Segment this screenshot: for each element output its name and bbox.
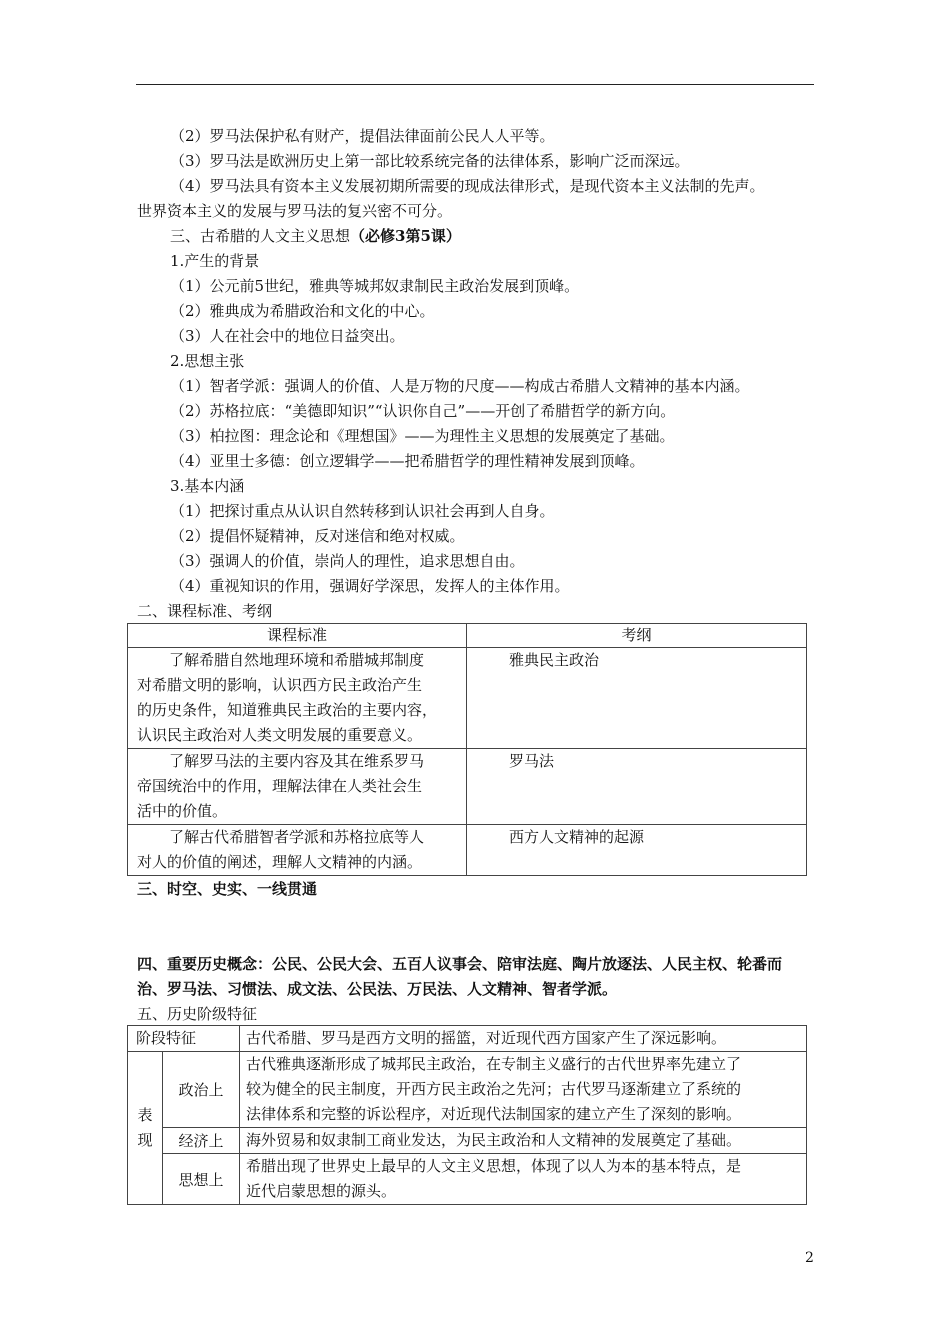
- standard-cell: [128, 825, 467, 876]
- standard-line: 认识民主政治对人类文明发展的重要意义。: [137, 726, 423, 744]
- standard-line: 帝国统治中的作用，理解法律在人类社会生: [137, 777, 423, 795]
- standard-line: 了解罗马法的主要内容及其在维系罗马: [169, 752, 425, 770]
- table-row: [128, 648, 807, 749]
- ideas-item: （1）智者学派：强调人的价值、人是万物的尺度——构成古希腊人文精神的基本内涵。: [170, 377, 750, 395]
- expression-label-char: 现: [137, 1131, 153, 1149]
- humanism-heading-ref: （必修3第5课）: [350, 227, 461, 245]
- content-item: （3）强调人的价值，崇尚人的理性，追求思想自由。: [170, 552, 525, 570]
- table-row: [128, 1026, 807, 1052]
- features-table: [127, 1025, 807, 1205]
- header-outline: 考纲: [467, 624, 807, 648]
- roman-law-point-3: （3）罗马法是欧洲历史上第一部比较系统完备的法律体系，影响广泛而深远。: [170, 152, 690, 170]
- section-3-heading: 三、时空、史实、一线贯通: [137, 880, 318, 898]
- outline-cell: 雅典民主政治: [467, 648, 807, 749]
- standard-line: 对希腊文明的影响，认识西方民主政治产生: [137, 676, 423, 694]
- ideas-title: 2.思想主张: [170, 352, 245, 370]
- standard-line: 对人的价值的阐述，理解人文精神的内涵。: [137, 853, 423, 871]
- ideas-item: （4）亚里士多德：创立逻辑学——把希腊哲学的理性精神发展到顶峰。: [170, 452, 645, 470]
- political-line: 法律体系和完整的诉讼程序，对近现代法制国家的建立产生了深刻的影响。: [246, 1105, 742, 1123]
- standard-cell: [128, 749, 467, 825]
- content-item: （1）把探讨重点从认识自然转移到认识社会再到人自身。: [170, 502, 555, 520]
- background-item: （3）人在社会中的地位日益突出。: [170, 327, 405, 345]
- stage-text: 古代希腊、罗马是西方文明的摇篮，对近现代西方国家产生了深远影响。: [240, 1026, 807, 1052]
- features-heading: 五、历史阶级特征: [137, 1005, 258, 1023]
- table-row: [128, 825, 807, 876]
- content-item: （2）提倡怀疑精神，反对迷信和绝对权威。: [170, 527, 465, 545]
- ideas-item: （3）柏拉图：理念论和《理想国》——为理性主义思想的发展奠定了基础。: [170, 427, 675, 445]
- table-row: [128, 1154, 807, 1205]
- background-item: （2）雅典成为希腊政治和文化的中心。: [170, 302, 435, 320]
- thought-label: 思想上: [163, 1154, 240, 1205]
- thought-text: [240, 1154, 807, 1205]
- expression-label-char: 表: [137, 1106, 153, 1124]
- concepts-line-1: 四、重要历史概念：公民、公民大会、五百人议事会、陪审法庭、陶片放逐法、人民主权、轮番而: [137, 955, 783, 973]
- roman-law-point-2: （2）罗马法保护私有财产，提倡法律面前公民人人平等。: [170, 127, 555, 145]
- standard-cell: [128, 648, 467, 749]
- expression-label: [128, 1052, 163, 1205]
- background-item: （1）公元前5世纪，雅典等城邦奴隶制民主政治发展到顶峰。: [170, 277, 580, 295]
- thought-line: 希腊出现了世界史上最早的人文主义思想，体现了以人为本的基本特点，是: [246, 1157, 742, 1175]
- header-rule: [136, 84, 814, 85]
- table-row: [128, 1128, 807, 1154]
- concepts-line-2: 治、罗马法、习惯法、成文法、公民法、万民法、人文精神、智者学派。: [137, 980, 618, 998]
- table-row: [128, 1052, 807, 1128]
- standard-line: 了解希腊自然地理环境和希腊城邦制度: [169, 651, 425, 669]
- content-title: 3.基本内涵: [170, 477, 245, 495]
- page-number: 2: [805, 1250, 814, 1266]
- political-label: 政治上: [163, 1052, 240, 1128]
- economic-text: 海外贸易和奴隶制工商业发达，为民主政治和人文精神的发展奠定了基础。: [240, 1128, 807, 1154]
- table-header-row: [128, 624, 807, 648]
- table-row: [128, 749, 807, 825]
- standard-line: 的历史条件，知道雅典民主政治的主要内容，: [137, 701, 438, 719]
- stage-label: 阶段特征: [128, 1026, 240, 1052]
- content-item: （4）重视知识的作用，强调好学深思，发挥人的主体作用。: [170, 577, 570, 595]
- standards-table: [127, 623, 807, 876]
- standards-heading: 二、课程标准、考纲: [137, 602, 273, 620]
- roman-law-point-4-line-1: （4）罗马法具有资本主义发展初期所需要的现成法律形式，是现代资本主义法制的先声。: [170, 177, 765, 195]
- background-title: 1.产生的背景: [170, 252, 260, 270]
- standard-line: 了解古代希腊智者学派和苏格拉底等人: [169, 828, 425, 846]
- humanism-heading-text: 三、古希腊的人文主义思想: [170, 227, 351, 245]
- humanism-heading: [170, 227, 461, 245]
- roman-law-point-4-line-2: 世界资本主义的发展与罗马法的复兴密不可分。: [137, 202, 453, 220]
- standard-line: 活中的价值。: [137, 802, 228, 820]
- economic-label: 经济上: [163, 1128, 240, 1154]
- political-text: [240, 1052, 807, 1128]
- political-line: 古代雅典逐渐形成了城邦民主政治，在专制主义盛行的古代世界率先建立了: [246, 1055, 742, 1073]
- thought-line: 近代启蒙思想的源头。: [246, 1182, 397, 1200]
- outline-cell: 罗马法: [467, 749, 807, 825]
- header-standard: 课程标准: [128, 624, 467, 648]
- outline-cell: 西方人文精神的起源: [467, 825, 807, 876]
- ideas-item: （2）苏格拉底：“美德即知识”“认识你自己”——开创了希腊哲学的新方向。: [170, 402, 676, 420]
- political-line: 较为健全的民主制度，开西方民主政治之先河；古代罗马逐渐建立了系统的: [246, 1080, 742, 1098]
